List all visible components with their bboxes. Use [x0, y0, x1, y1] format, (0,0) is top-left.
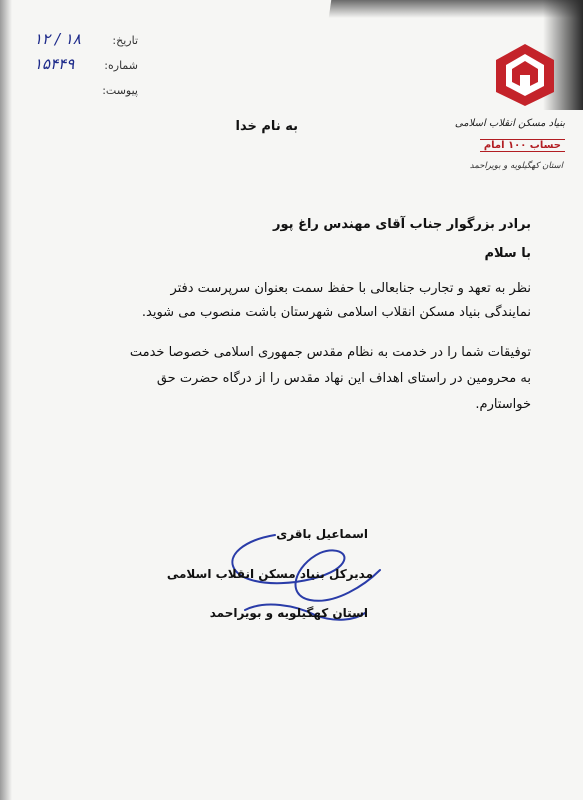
addressee-line: برادر بزرگوار جناب آقای مهندس راغ پور — [273, 217, 531, 232]
signer-title: مدیرکل بنیاد مسکن انقلاب اسلامی — [166, 567, 373, 581]
attachment-label: پیوست: — [102, 84, 138, 97]
date-value: ۱۸ / ۱۲ — [34, 30, 81, 48]
body-line-4: به محرومین در راستای اهداف این نهاد مقدس را از درگاه حضرت حق — [156, 371, 531, 386]
body-line-5: خواستارم. — [475, 397, 531, 412]
letter-meta — [28, 30, 138, 109]
attachment-row — [28, 84, 138, 109]
org-name: بنیاد مسکن انقلاب اسلامی — [454, 118, 565, 129]
body-line-2: نمایندگی بنیاد مسکن انقلاب اسلامی شهرستان باشت منصوب می شوید. — [141, 305, 531, 320]
body-line-3: توفیقات شما را در خدمت به نظام مقدس جمهوری اسلامی خصوصا خدمت — [129, 345, 531, 360]
greeting-line: با سلام — [484, 246, 531, 261]
number-label: شماره: — [104, 59, 138, 72]
signer-province: استان کهگیلویه و بویراحمد — [209, 606, 368, 620]
number-row — [28, 55, 138, 84]
org-account: حساب ۱۰۰ امام — [480, 139, 565, 152]
page-shadow-left — [0, 0, 12, 800]
bonyad-maskan-logo-icon — [492, 42, 558, 108]
number-value: ۱۵۴۴۹ — [34, 55, 75, 73]
date-label: تاریخ: — [112, 34, 138, 47]
signer-name: اسماعیل باقری — [276, 527, 368, 541]
org-province: استان کهگیلویه و بویراحمد — [469, 161, 563, 171]
body-line-1: نظر به تعهد و تجارب جنابعالی با حفظ سمت بعنوان سرپرست دفتر — [170, 281, 531, 296]
bismillah-heading: به نام خدا — [235, 119, 298, 134]
